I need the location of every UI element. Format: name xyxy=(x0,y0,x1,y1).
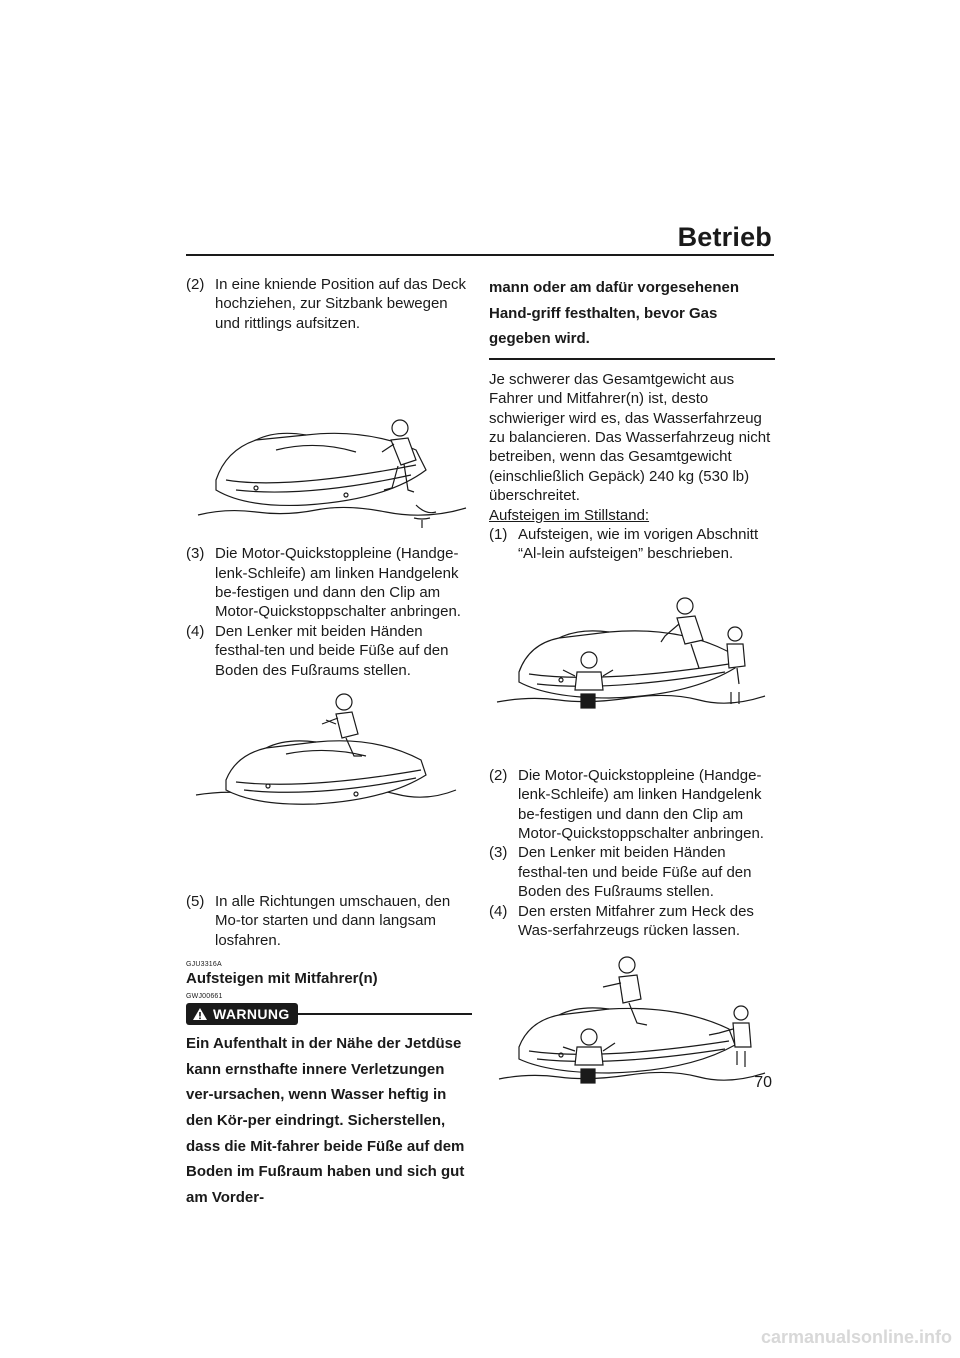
step-text: Den ersten Mitfahrer zum Heck des Was-serfahrzeugs rücken lassen. xyxy=(518,902,754,940)
warning-label: WARNUNG xyxy=(213,1005,290,1022)
page-number: 70 xyxy=(754,1074,772,1091)
warning-text-continued: mann oder am dafür vorgesehenen Hand-griff festhalten, bevor Gas gegeben wird. xyxy=(489,279,740,348)
step-number: (5) xyxy=(186,893,205,911)
right-column xyxy=(489,275,775,1155)
warning-rule xyxy=(298,1013,472,1015)
step-number: (2) xyxy=(489,766,508,784)
subheading-stationary: Aufsteigen im Stillstand: xyxy=(489,506,650,524)
step-text: Die Motor-Quickstoppleine (Handge-lenk-Schleife) am linken Handgelenk be-festigen und dann den Clip am Motor-Quickstoppschalter anbringen. xyxy=(215,545,461,621)
step-number: (2) xyxy=(186,276,205,293)
step-text: Den Lenker mit beiden Händen festhal-ten und beide Füße auf den Boden des Fußraums stellen. xyxy=(518,844,752,901)
jetski-illustration-2 xyxy=(186,690,472,890)
figure-rider-kneeling-boarding xyxy=(186,340,472,540)
left-step-4 xyxy=(186,622,472,680)
section-heading: Aufsteigen mit Mitfahrer(n) xyxy=(186,970,378,988)
step-number: (3) xyxy=(186,545,205,563)
right-step-4 xyxy=(489,902,775,941)
weight-paragraph: Je schwerer das Gesamtgewicht aus Fahrer und Mitfahrer(n) ist, desto schwieriger wird es, das Wasserfahrzeug zu balancieren. Das Wasserfahrzeug nicht betreiben, wenn das Gesamtgewicht (einschließlich Gepäck) 240 kg (530 lb) überschreitet. xyxy=(489,370,771,505)
warning-end-rule xyxy=(489,358,775,360)
watermark: carmanualsonline.info xyxy=(760,1327,952,1347)
right-step-3 xyxy=(489,843,775,901)
left-step-5 xyxy=(186,892,472,950)
step-number: (4) xyxy=(489,902,508,920)
warning-code: GWJ00661 xyxy=(186,993,223,1001)
step-number: (3) xyxy=(489,844,508,862)
step-text: In eine kniende Position auf das Deck hochziehen, zur Sitzbank bewegen und rittlings aufsitzen. xyxy=(215,276,466,332)
warning-header xyxy=(186,1003,472,1025)
jetski-illustration-3 xyxy=(489,572,775,762)
step-text: Den Lenker mit beiden Händen festhal-ten und beide Füße auf den Boden des Fußraums stellen. xyxy=(215,622,449,679)
warning-triangle-icon xyxy=(192,1007,208,1021)
step-number: (1) xyxy=(489,526,508,544)
warning-badge xyxy=(186,1003,298,1025)
section-code: GJU3316A xyxy=(186,961,222,969)
left-step-2 xyxy=(186,275,472,333)
jetski-illustration-4 xyxy=(489,955,775,1155)
page-title: Betrieb xyxy=(677,222,772,252)
right-step-1 xyxy=(489,525,775,564)
warning-text: Ein Aufenthalt in der Nähe der Jetdüse kann ernsthafte innere Verletzungen ver-ursachen, wenn Wasser heftig in den Kör-per eindringt. Sicherstellen, dass die Mit-fahrer beide Füße auf dem Boden im Fußraum haben und sich gut am Vorder- xyxy=(186,1035,465,1206)
jetski-illustration-1 xyxy=(186,340,472,540)
figure-rider-seated xyxy=(186,690,472,890)
left-step-3 xyxy=(186,544,472,622)
figure-passenger-moving-aft xyxy=(489,955,775,1155)
left-column xyxy=(186,275,472,1210)
step-text: In alle Richtungen umschauen, den Mo-tor starten und dann langsam losfahren. xyxy=(215,893,451,949)
right-step-2 xyxy=(489,766,775,844)
step-text: Die Motor-Quickstoppleine (Handge-lenk-Schleife) am linken Handgelenk be-festigen und dann den Clip am Motor-Quickstoppschalter anbringen. xyxy=(518,766,764,843)
step-number: (4) xyxy=(186,622,205,640)
figure-passenger-boarding xyxy=(489,572,775,762)
header-divider xyxy=(186,254,774,256)
step-text: Aufsteigen, wie im vorigen Abschnitt “Al-lein aufsteigen” beschrieben. xyxy=(518,526,759,563)
